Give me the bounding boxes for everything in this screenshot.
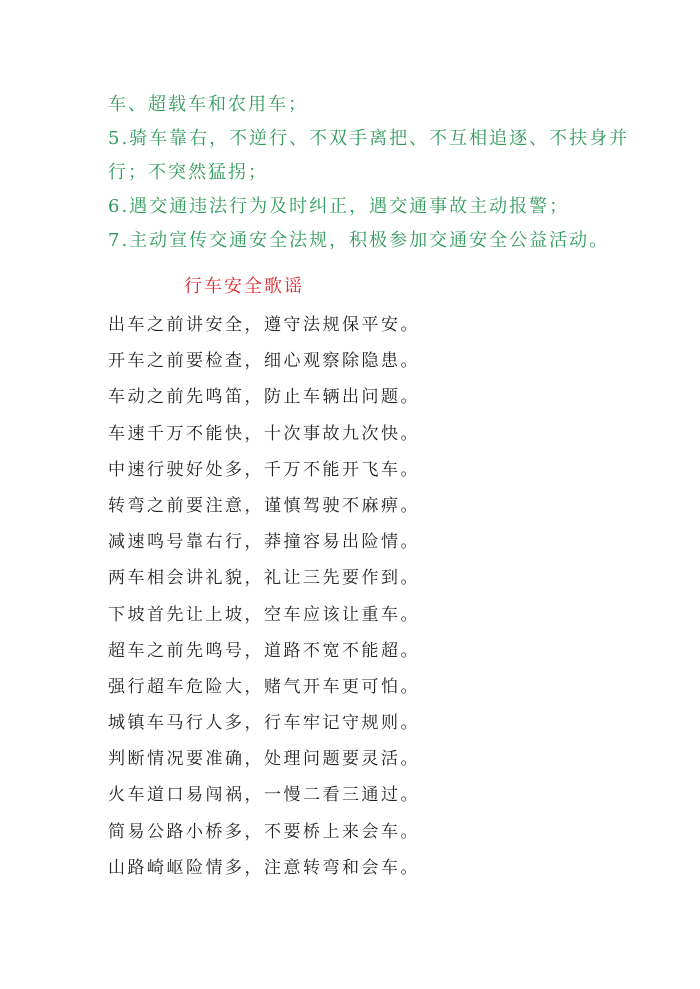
poem-line: 判断情况要准确，处理问题要灵活。 [108,749,420,770]
safety-rules-section [108,88,630,258]
rule-line-4: 6.遇交通违法行为及时纠正，遇交通事故主动报警； [108,196,570,217]
poem-line: 车速千万不能快，十次事故九次快。 [108,423,420,444]
poem-line: 减速鸣号靠右行，莽撞容易出险情。 [108,532,420,553]
poem-line: 火车道口易闯祸，一慢二看三通过。 [108,785,420,806]
poem-line: 简易公路小桥多，不要桥上来会车。 [108,821,420,842]
poem-line: 开车之前要检查，细心观察除隐患。 [108,351,420,372]
poem-line: 两车相会讲礼貌，礼让三先要作到。 [108,568,420,589]
poem-line: 强行超车危险大，赌气开车更可怕。 [108,676,420,697]
rule-line-3: 行；不突然猛拐； [108,162,268,183]
poem-line: 出车之前讲安全，遵守法规保平安。 [108,315,420,335]
poem-line: 转弯之前要注意，谨慎驾驶不麻痹。 [108,495,420,516]
poem-title: 行车安全歌谣 [184,276,304,297]
poem-line: 车动之前先鸣笛，防止车辆出问题。 [108,387,420,408]
rule-line-1: 车、超载车和农用车； [108,94,308,115]
rule-line-5: 7.主动宣传交通安全法规，积极参加交通安全公益活动。 [108,230,610,251]
poem-line: 城镇车马行人多，行车牢记守规则。 [108,713,420,734]
rule-line-2: 5.骑车靠右，不逆行、不双手离把、不互相追逐、不扶身并 [108,128,630,149]
poem-line: 下坡首先让上坡，空车应该让重车。 [108,604,420,625]
poem-line: 山路崎岖险情多，注意转弯和会车。 [108,857,420,878]
poem-body [108,307,588,886]
poem-line: 超车之前先鸣号，道路不宽不能超。 [108,640,420,661]
poem-line: 中速行驶好处多，千万不能开飞车。 [108,459,420,480]
